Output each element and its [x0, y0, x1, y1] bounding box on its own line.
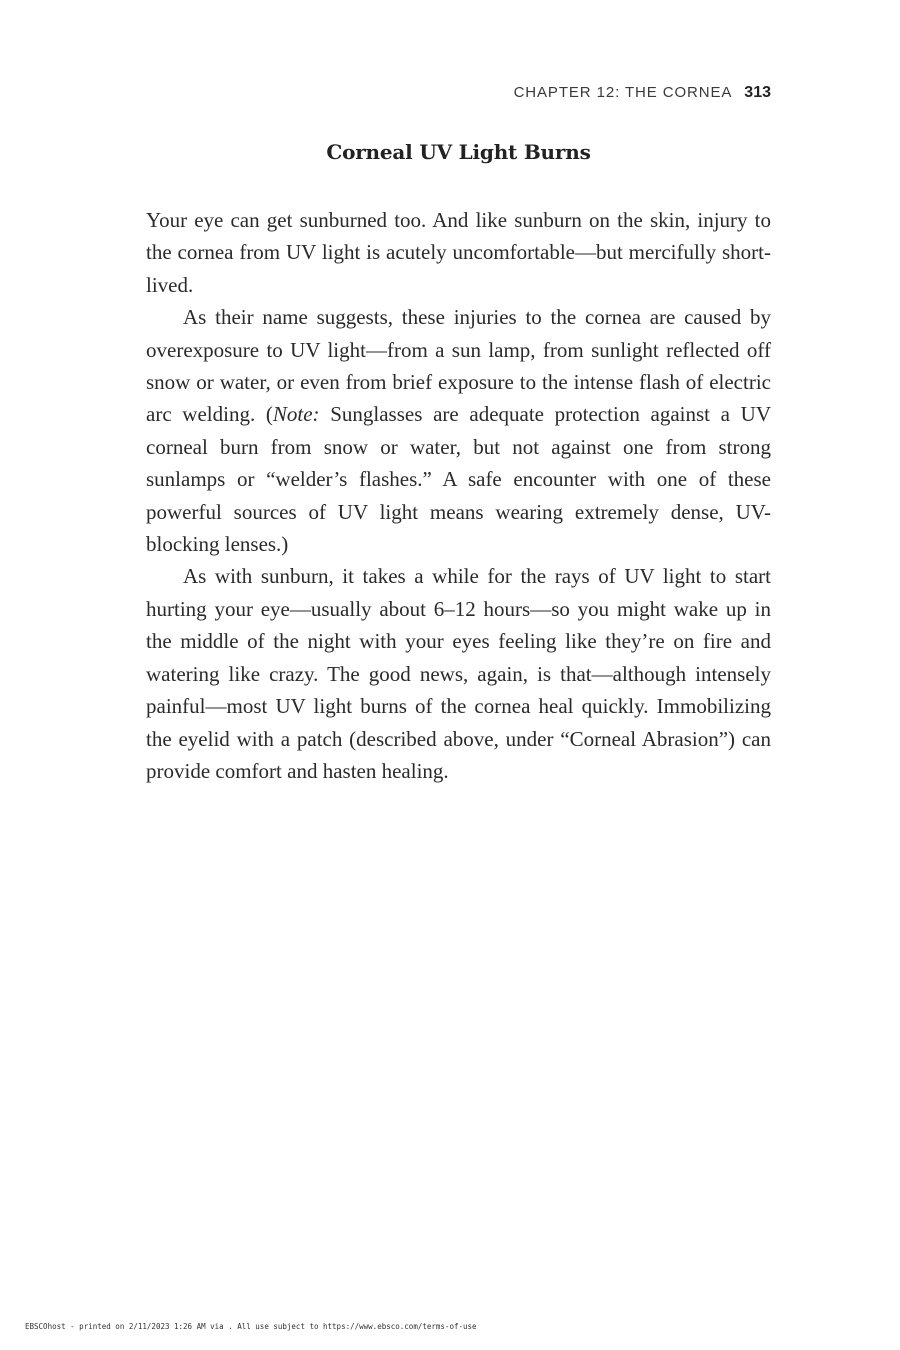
paragraph-3: As with sunburn, it takes a while for the rays of UV light to start hurting your eye—usually about 6–12 hours—so you might wake up in the middle of the night with your eyes feeling like they’re on fire and watering like crazy. The good news, again, is that—although intensely painful—most UV light burns of the cornea heal quickly. Immobilizing the eyelid with a patch (described above, under “Corneal Abrasion”) can provide comfort and hasten healing. [146, 564, 771, 783]
paragraph-2-end: Sunglasses are adequate protection against a UV corneal burn from snow or water, but not against one from strong sunlamps or “welder’s flashes.” A safe encounter with one of these powerful sources of UV light means wearing extremely dense, UV-blocking lenses.) [146, 402, 771, 557]
section-title: Corneal UV Light Burns [326, 140, 591, 164]
paragraph-2-start: As their name suggests, these injuries to the cornea are caused by overexposure to UV light—from a sun lamp, from sunlight reflected off snow or water, or even from brief exposure to the intense flash of electric arc welding. ( [146, 305, 771, 427]
paragraph-2 [146, 301, 771, 560]
running-head [146, 84, 771, 102]
body-text [146, 204, 771, 787]
note-label: Note: [272, 402, 320, 427]
paragraph-1: Your eye can get sunburned too. And like sunburn on the skin, injury to the cornea from UV light is acutely uncomfortable—but mercifully short-lived. [146, 208, 771, 297]
page-number: 313 [744, 84, 771, 101]
chapter-heading: CHAPTER 12: THE CORNEA [513, 84, 733, 101]
print-footer: EBSCOhost - printed on 2/11/2023 1:26 AM via . All use subject to https://www.ebsco.com/terms-of-use [25, 1322, 477, 1331]
